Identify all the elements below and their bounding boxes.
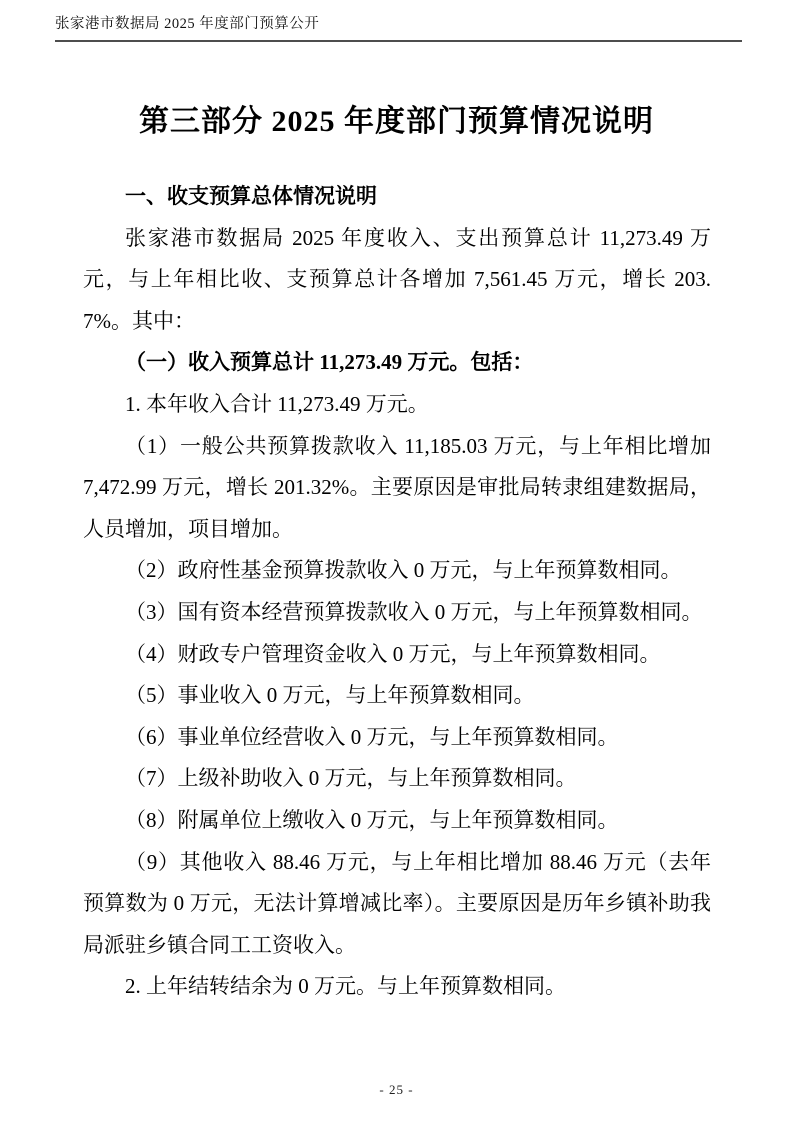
page-number: - 25 -	[379, 1082, 414, 1097]
document-title: 第三部分 2025 年度部门预算情况说明	[139, 105, 654, 138]
paragraph-item-2: （2）政府性基金预算拨款收入 0 万元，与上年预算数相同。	[125, 558, 682, 583]
paragraph-item-6: （6）事业单位经营收入 0 万元，与上年预算数相同。	[125, 724, 619, 749]
page-footer	[0, 1082, 793, 1098]
paragraph-carryover: 2. 上年结转结余为 0 万元。与上年预算数相同。	[125, 974, 566, 999]
paragraph-item-4: （4）财政专户管理资金收入 0 万元，与上年预算数相同。	[125, 641, 661, 666]
paragraph-item-9: （9）其他收入 88.46 万元，与上年相比增加 88.46 万元（去年预算数为 0 万元，无法计算增减比率）。主要原因是历年乡镇补助我局派驻乡镇合同工工资收入。	[83, 849, 711, 957]
header-title: 张家港市数据局 2025 年度部门预算公开	[55, 16, 320, 32]
paragraph-item-3: （3）国有资本经营预算拨款收入 0 万元，与上年预算数相同。	[125, 599, 703, 624]
page-header	[55, 15, 742, 42]
paragraph-item-5: （5）事业收入 0 万元，与上年预算数相同。	[125, 683, 535, 708]
paragraph-item-7: （7）上级补助收入 0 万元，与上年预算数相同。	[125, 766, 577, 791]
section-heading-overview: 一、收支预算总体情况说明	[125, 184, 377, 208]
paragraph-item-8: （8）附属单位上缴收入 0 万元，与上年预算数相同。	[125, 807, 619, 832]
paragraph-budget-total: 张家港市数据局 2025 年度收入、支出预算总计 11,273.49 万元，与上年相比收、支预算总计各增加 7,561.45 万元，增长 203.7%。其中：	[83, 225, 711, 333]
section-heading-income-total: （一）收入预算总计 11,273.49 万元。包括：	[125, 350, 534, 375]
paragraph-item-1: （1）一般公共预算拨款收入 11,185.03 万元，与上年相比增加 7,472.99 万元，增长 201.32%。主要原因是审批局转隶组建数据局，人员增加，项目增加。	[83, 433, 711, 541]
document-body	[83, 176, 711, 1008]
paragraph-year-income: 1. 本年收入合计 11,273.49 万元。	[125, 391, 429, 416]
